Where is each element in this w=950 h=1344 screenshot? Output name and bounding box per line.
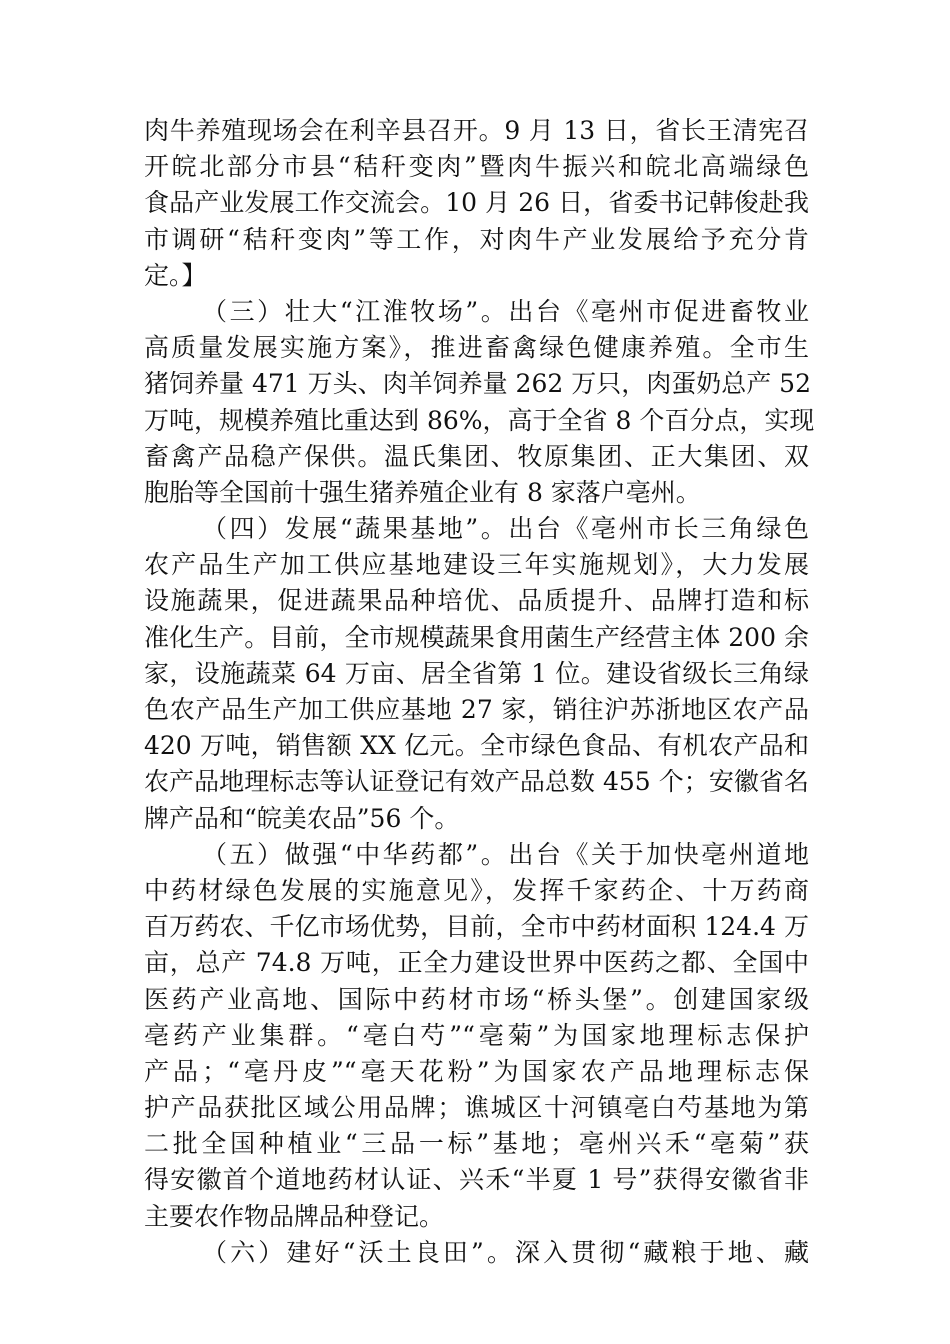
text-line: 色农产品生产加工供应基地 27 家，销往沪苏浙地区农产品 — [144, 695, 809, 724]
text-line: 农产品地理标志等认证登记有效产品总数 455 个；安徽省名 — [144, 767, 809, 797]
text-line: 亩，总产 74.8 万吨，正全力建设世界中医药之都、全国中 — [144, 948, 809, 978]
document-body — [144, 113, 815, 1271]
text-line: 产品；“亳丹皮”“亳天花粉”为国家农产品地理标志保 — [144, 1056, 809, 1086]
text-line: 畜禽产品稳产保供。温氏集团、牧原集团、正大集团、双 — [144, 441, 809, 471]
text-line: 万吨，规模养殖比重达到 86%，高于全省 8 个百分点，实现 — [144, 405, 815, 435]
text-line: 胞胎等全国前十强生猪养殖企业有 8 家落户亳州。 — [144, 477, 701, 507]
text-line: （五）做强“中华药都”。出台《关于加快亳州道地 — [202, 839, 809, 869]
text-line: 准化生产。目前，全市规模蔬果食用菌生产经营主体 200 余 — [144, 622, 809, 652]
text-line: （四）发展“蔬果基地”。出台《亳州市长三角绿色 — [202, 514, 809, 544]
text-line: 定。】 — [144, 260, 207, 290]
text-line: （三）壮大“江淮牧场”。出台《亳州市促进畜牧业 — [202, 296, 809, 326]
text-line: 医药产业高地、国际中药材市场“桥头堡”。创建国家级 — [144, 984, 809, 1014]
text-line: 中药材绿色发展的实施意见》，发挥千家药企、十万药商 — [144, 875, 809, 905]
text-line: 主要农作物品牌品种登记。 — [144, 1201, 445, 1231]
text-line: 开皖北部分市县“秸秆变肉”暨肉牛振兴和皖北高端绿色 — [144, 152, 809, 182]
text-line: 市调研“秸秆变肉”等工作，对肉牛产业发展给予充分肯 — [144, 224, 809, 254]
text-line: 得安徽首个道地药材认证、兴禾“半夏 1 号”获得安徽省非 — [144, 1165, 809, 1195]
text-line: 420 万吨，销售额 XX 亿元。全市绿色食品、有机农产品和 — [144, 731, 809, 761]
text-line: 家，设施蔬菜 64 万亩、居全省第 1 位。建设省级长三角绿 — [144, 658, 809, 688]
text-line: 食品产业发展工作交流会。10 月 26 日，省委书记韩俊赴我 — [144, 188, 809, 218]
text-line: 猪饲养量 471 万头、肉羊饲养量 262 万只，肉蛋奶总产 52 — [144, 369, 811, 399]
text-line: 高质量发展实施方案》，推进畜禽绿色健康养殖。全市生 — [144, 333, 809, 363]
text-line: 农产品生产加工供应基地建设三年实施规划》，大力发展 — [144, 550, 809, 580]
text-line: 二批全国种植业“三品一标”基地；亳州兴禾“亳菊”获 — [144, 1129, 809, 1159]
text-line: 牌产品和“皖美农品”56 个。 — [144, 803, 460, 833]
text-line: 肉牛养殖现场会在利辛县召开。9 月 13 日，省长王清宪召 — [144, 116, 809, 145]
text-line: 护产品获批区域公用品牌；谯城区十河镇亳白芍基地为第 — [144, 1093, 809, 1123]
text-line: 亳药产业集群。“亳白芍”“亳菊”为国家地理标志保护 — [144, 1020, 809, 1050]
text-line: （六）建好“沃土良田”。深入贯彻“藏粮于地、藏 — [202, 1237, 809, 1267]
text-line: 百万药农、千亿市场优势，目前，全市中药材面积 124.4 万 — [144, 912, 809, 942]
text-line: 设施蔬果，促进蔬果品种培优、品质提升、品牌打造和标 — [144, 586, 809, 616]
